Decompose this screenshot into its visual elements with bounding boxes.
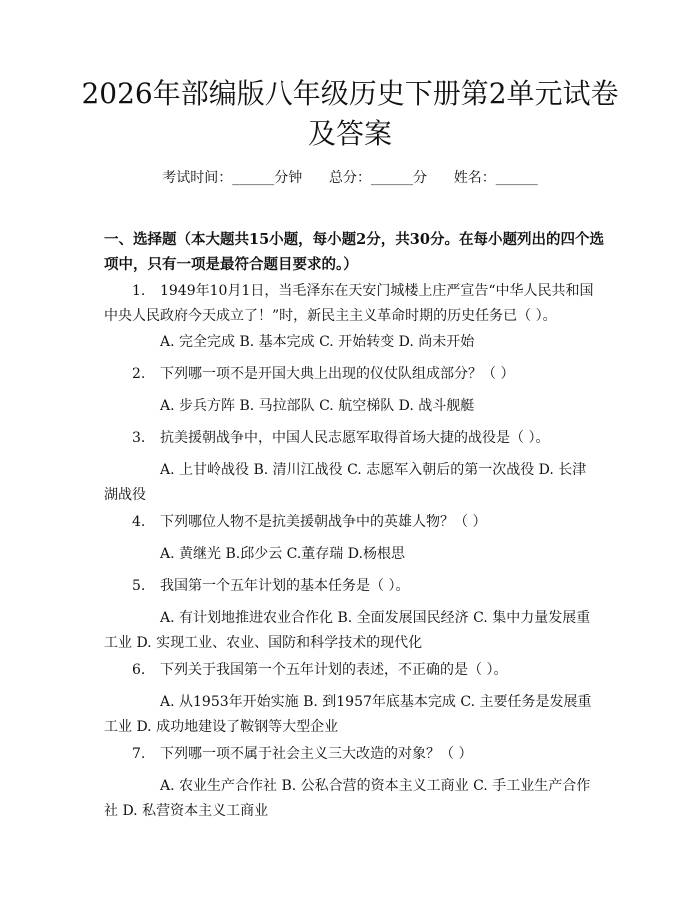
question-6: [104, 658, 599, 683]
question-3: [104, 426, 599, 451]
question-number: 1.: [132, 283, 146, 299]
question-number: 7.: [132, 746, 146, 762]
question-2: [104, 362, 599, 387]
question-text: 抗美援朝战争中，中国人民志愿军取得首场大捷的战役是（ ）。: [160, 430, 550, 446]
question-text: 我国第一个五年计划的基本任务是（ ）。: [160, 578, 410, 594]
question-number: 3.: [132, 430, 146, 446]
question-7: [104, 742, 599, 767]
question-text: 下列哪一项不属于社会主义三大改造的对象？（ ）: [160, 746, 473, 762]
question-7-options: A. 农业生产合作社 B. 公私合营的资本主义工商业 C. 手工业生产合作社 D. 私营资本主义工商业: [104, 778, 591, 819]
question-number: 5.: [132, 578, 146, 594]
document-title: 2026年部编版八年级历史下册第2单元试卷及答案: [81, 77, 619, 150]
exam-meta-line: 考试时间：______分钟 总分：______分 姓名：______: [162, 170, 538, 186]
question-3-options: A. 上甘岭战役 B. 清川江战役 C. 志愿军入朝后的第一次战役 D. 长津湖战役: [104, 462, 587, 503]
question-number: 4.: [132, 514, 146, 530]
question-4: [104, 510, 599, 535]
question-text: 下列哪一项不是开国大典上出现的仪仗队组成部分？（ ）: [160, 366, 515, 382]
question-number: 2.: [132, 366, 146, 382]
question-5: [104, 574, 599, 599]
question-2-options: A. 步兵方阵 B. 马拉部队 C. 航空梯队 D. 战斗舰艇: [160, 398, 475, 414]
question-text: 下列哪位人物不是抗美援朝战争中的英雄人物？（ ）: [160, 514, 487, 530]
question-1-options: A. 完全完成 B. 基本完成 C. 开始转变 D. 尚未开始: [160, 334, 475, 350]
question-text: 下列关于我国第一个五年计划的表述，不正确的是（ ）。: [160, 662, 508, 678]
question-text: 1949年10月1日，当毛泽东在天安门城楼上庄严宣告“中华人民共和国中央人民政府今天成立了！”时，新民主主义革命时期的历史任务已（ ）。: [104, 283, 594, 324]
question-1: [104, 279, 599, 329]
question-5-options: A. 有计划地推进农业合作化 B. 全面发展国民经济 C. 集中力量发展重工业 D. 实现工业、农业、国防和科学技术的现代化: [104, 610, 591, 651]
question-6-options: A. 从1953年开始实施 B. 到1957年底基本完成 C. 主要任务是发展重工业 D. 成功地建设了鞍钢等大型企业: [104, 694, 592, 735]
question-4-options: A. 黄继光 B.邱少云 C.董存瑞 D.杨根思: [160, 546, 405, 562]
question-number: 6.: [132, 662, 146, 678]
section-heading: 一、选择题（本大题共15小题，每小题2分，共30分。在每小题列出的四个选项中，只有一项是最符合题目要求的。）: [104, 231, 604, 273]
